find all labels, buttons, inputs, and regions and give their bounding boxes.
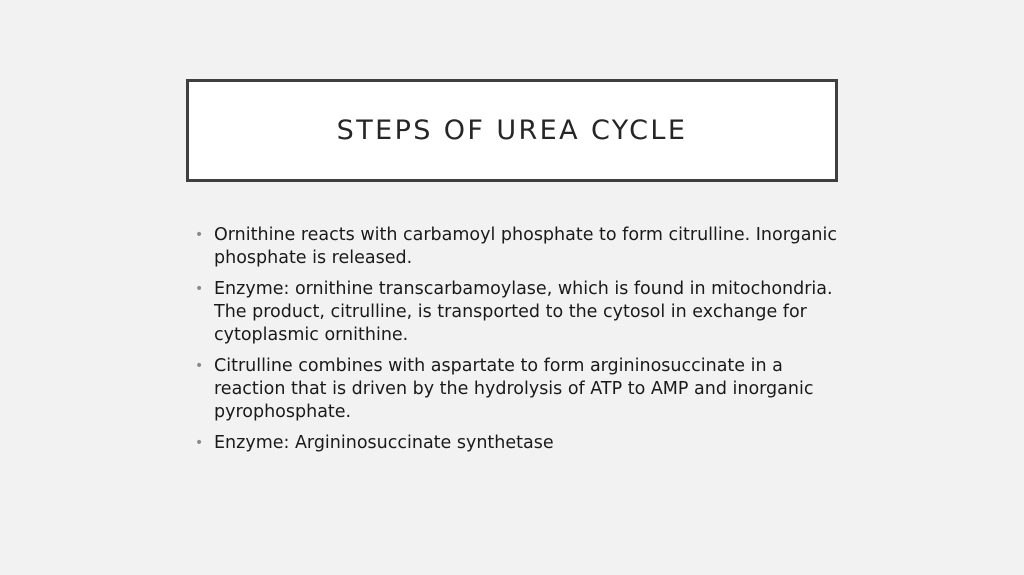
bullet-text: Ornithine reacts with carbamoyl phosphate to form citrulline. Inorganic phosphate is released. <box>214 225 838 268</box>
content-area <box>195 224 845 463</box>
bullet-item <box>195 278 845 347</box>
bullet-icon: • <box>195 435 204 451</box>
bullet-item <box>195 432 845 455</box>
bullet-list <box>195 224 845 455</box>
bullet-text: Citrulline combines with aspartate to form argininosuccinate in a reaction that is driven by the hydrolysis of ATP to AMP and inorganic pyrophosphate. <box>214 356 814 422</box>
bullet-item <box>195 224 845 270</box>
bullet-text: Enzyme: Argininosuccinate synthetase <box>214 433 554 453</box>
bullet-icon: • <box>195 227 204 243</box>
bullet-text: Enzyme: ornithine transcarbamoylase, which is found in mitochondria. The product, citrulline, is transported to the cytosol in exchange for cytoplasmic ornithine. <box>214 279 833 345</box>
title-box <box>186 79 838 182</box>
bullet-icon: • <box>195 358 204 374</box>
bullet-icon: • <box>195 281 204 297</box>
slide-title: STEPS OF UREA CYCLE <box>336 115 688 146</box>
bullet-item <box>195 355 845 424</box>
